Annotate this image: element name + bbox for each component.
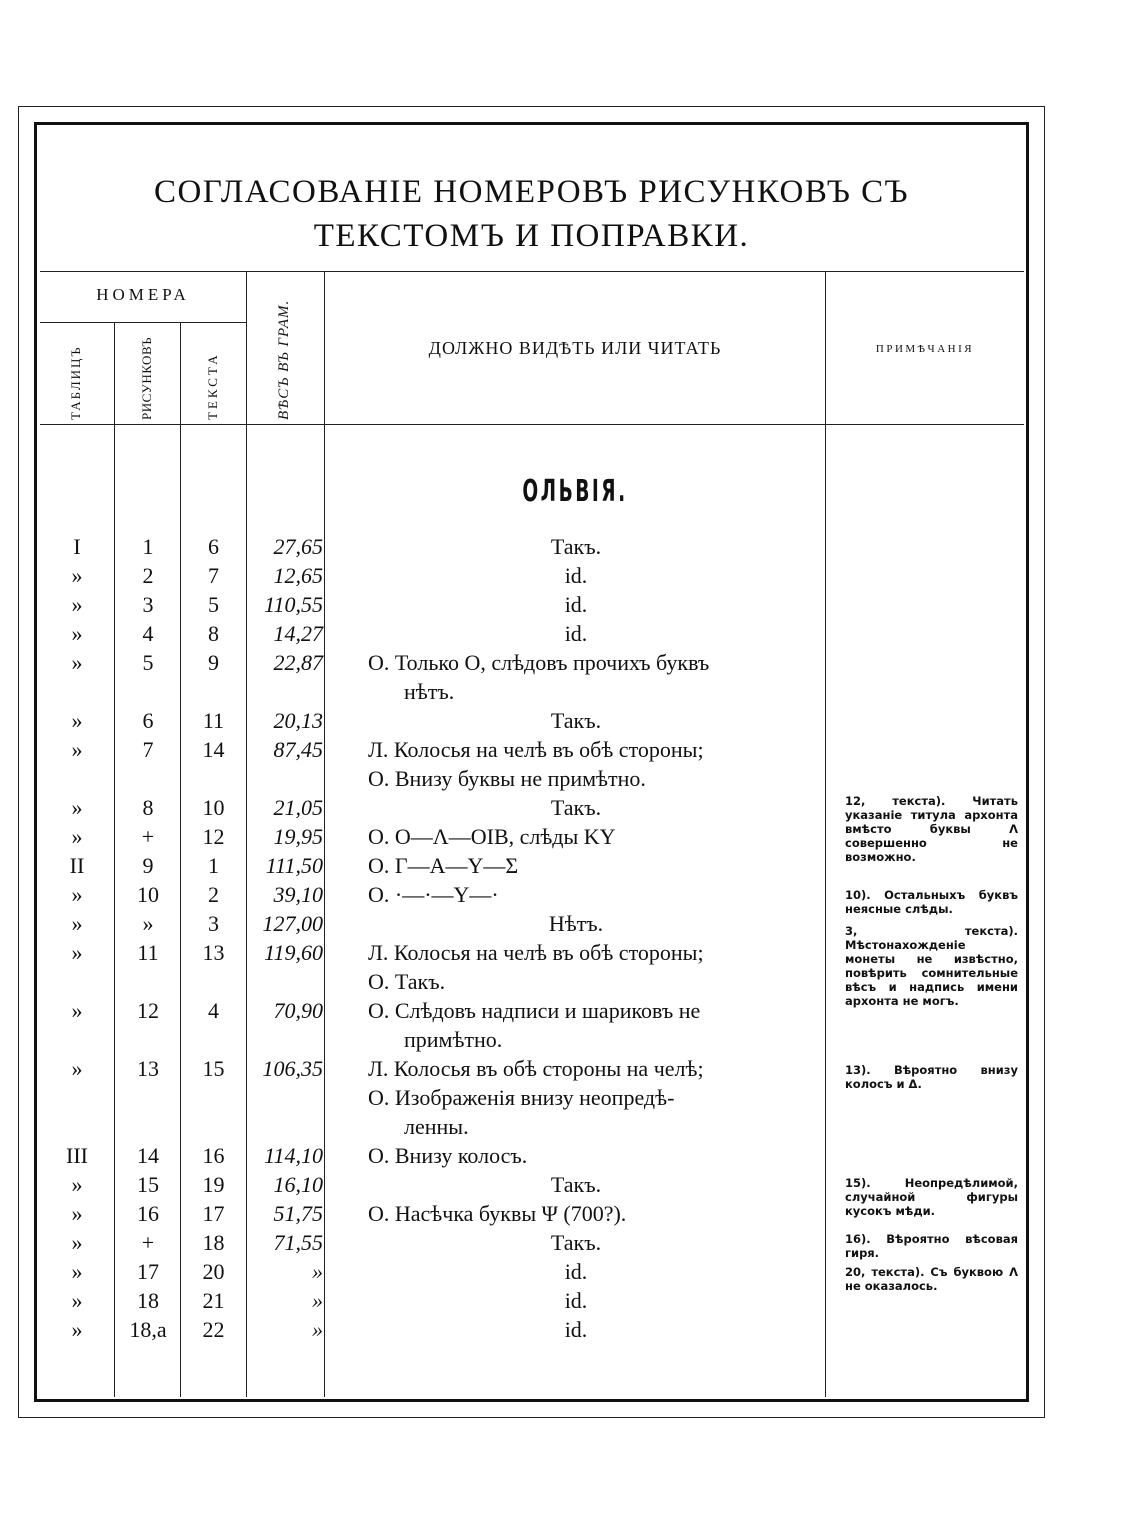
reading-text: О. Изображенія внизу неопредѣ- [368,1085,675,1110]
cell-risunok: 3 [142,592,154,617]
cell-risunok: 12 [137,998,159,1023]
reading-text: Такъ. [550,708,602,733]
cell-reading [330,532,822,561]
cell-risunok: 5 [142,650,154,675]
title-line-2: ТЕКСТОМЪ И ПОПРАВКИ. [313,218,750,254]
cell-reading [368,735,798,764]
reading-text: О. О—Λ—ΟΙΒ, слѣды ΚΥ [368,824,616,849]
cell-tekst: 7 [208,563,219,588]
cell-risunok: 4 [142,621,154,646]
header-notes: ПРИМѢЧАНІЯ [875,343,975,355]
cell-reading [368,764,798,793]
cell-reading [330,590,822,619]
cell-reading [330,793,822,822]
cell-tekst: 22 [202,1317,225,1342]
header-ves: ВѢСЪ ВЪ ГРАМ. [276,299,292,420]
cell-ves: 114,10 [264,1143,323,1168]
cell-tablitsa: » [71,795,83,820]
cell-tablitsa: » [71,708,83,733]
reading-text: id. [564,1259,588,1284]
cell-ves: 106,35 [262,1056,323,1081]
note-item: 16). Вѣроятно вѣсовая гиря. [845,1232,1018,1260]
cell-tablitsa: » [71,737,83,762]
cell-reading [368,822,798,851]
cell-tekst: 10 [202,795,225,820]
header-bottom-rule [40,424,1024,425]
cell-tablitsa: » [71,1317,83,1342]
cell-reading [368,851,798,880]
note-item: 15). Неопредѣлимой, случайной фигуры кусокъ мѣди. [845,1176,1018,1218]
cell-risunok: + [141,824,155,849]
reading-text: id. [564,1288,588,1313]
note-item: 13). Вѣроятно внизу колосъ и Δ. [845,1063,1018,1091]
header-nomera: НОМЕРА [96,285,190,304]
cell-tablitsa: » [71,1201,83,1226]
cell-tablitsa: » [71,911,83,936]
cell-risunok: 10 [137,882,159,907]
reading-text: id. [564,592,588,617]
cell-risunok: 18 [137,1288,159,1313]
cell-tablitsa: » [71,563,83,588]
cell-reading [330,1257,822,1286]
cell-reading [368,648,798,706]
reading-text: Такъ. [550,1230,602,1255]
reading-text: О. Такъ. [368,969,446,994]
nomera-underline [40,322,246,323]
cell-tekst: 2 [208,882,219,907]
reading-text: Такъ. [550,795,602,820]
cell-reading [330,1170,822,1199]
reading-text: Л. Колосья на челѣ въ обѣ стороны; [368,737,704,762]
cell-reading [330,1286,822,1315]
cell-tablitsa: » [71,998,83,1023]
cell-risunok: 9 [142,853,154,878]
cell-reading [368,1199,798,1228]
cell-ves: 21,05 [273,795,323,820]
cell-risunok: 18,a [129,1317,167,1342]
cell-ves: 87,45 [273,737,323,762]
cell-ves: 19,95 [273,824,323,849]
cell-risunok: » [142,911,154,936]
cell-ves: 14,27 [273,621,323,646]
reading-text: Такъ. [550,1172,602,1197]
cell-tekst: 16 [202,1143,225,1168]
cell-ves: 51,75 [273,1201,323,1226]
cell-ves: 20,13 [273,708,323,733]
cell-tekst: 12 [202,824,225,849]
cell-tablitsa: » [71,1259,83,1284]
cell-risunok: + [141,1230,155,1255]
cell-tekst: 15 [202,1056,225,1081]
cell-reading [368,1083,798,1141]
cell-risunok: 6 [142,708,154,733]
cell-risunok: 2 [142,563,154,588]
reading-continuation: нѣтъ. [404,679,455,704]
reading-text: О. Слѣдовъ надписи и шариковъ не [368,998,701,1023]
reading-text: Нѣтъ. [548,911,604,936]
cell-reading [330,1228,822,1257]
cell-reading [368,1141,798,1170]
reading-text: О. Только О, слѣдовъ прочихъ буквъ [368,650,710,675]
cell-ves: 39,10 [273,882,323,907]
reading-text: О. Внизу колосъ. [368,1143,528,1168]
cell-risunok: 8 [142,795,154,820]
cell-tekst: 20 [202,1259,225,1284]
note-item: 10). Остальныхъ буквъ неясные слѣды. [845,888,1018,916]
cell-risunok: 14 [137,1143,159,1168]
note-item: 12, текста). Читать указаніе титула архонта вмѣсто буквы Λ совершенно не возможно. [845,794,1018,864]
cell-ves: 22,87 [273,650,323,675]
reading-text: id. [564,621,588,646]
cell-ves: 119,60 [264,940,323,965]
cell-tablitsa: I [73,534,81,559]
col-rule-5 [825,272,826,1397]
reading-continuation: примѣтно. [404,1027,503,1052]
cell-tekst: 14 [202,737,225,762]
reading-text: О. Γ—Α—Υ—Σ [368,853,519,878]
cell-ves: » [312,1317,323,1342]
cell-tekst: 8 [208,621,219,646]
cell-ves: 110,55 [264,592,323,617]
reading-text: О. ·—·—Υ—· [368,882,499,907]
cell-reading [330,561,822,590]
reading-text: О. Насѣчка буквы Ψ (700?). [368,1201,627,1226]
section-title: ОЛЬВІЯ. [522,474,628,509]
cell-tekst: 18 [202,1230,225,1255]
cell-risunok: 17 [137,1259,159,1284]
reading-text: Л. Колосья въ обѣ стороны на челѣ; [368,1056,704,1081]
cell-risunok: 7 [142,737,154,762]
header-teksta: ТЕКСТА [205,352,220,420]
cell-tablitsa: » [71,650,83,675]
cell-tablitsa: » [71,1172,83,1197]
cell-ves: 127,00 [262,911,323,936]
header-risunkov: РИСУНКОВЪ [139,336,154,420]
note-item: 20, текста). Съ буквою Λ не оказалось. [845,1265,1018,1293]
header-tablits: ТАБЛИЦЪ [68,345,83,420]
cell-tablitsa: » [71,1288,83,1313]
reading-text: О. Внизу буквы не примѣтно. [368,766,646,791]
cell-ves: 111,50 [265,853,323,878]
cell-ves: » [312,1259,323,1284]
cell-tekst: 5 [208,592,219,617]
page-title [34,170,1029,258]
cell-tekst: 17 [202,1201,225,1226]
cell-reading [368,1054,798,1083]
cell-tekst: 21 [202,1288,225,1313]
reading-text: Л. Колосья на челѣ въ обѣ стороны; [368,940,704,965]
title-line-1: СОГЛАСОВАНІЕ НОМЕРОВЪ РИСУНКОВЪ СЪ [153,174,910,210]
reading-text: id. [564,563,588,588]
cell-reading [368,996,798,1054]
cell-tablitsa: » [71,1230,83,1255]
col-rule-4 [324,272,325,1397]
cell-risunok: 1 [142,534,154,559]
cell-tablitsa: II [69,853,85,878]
cell-tekst: 9 [208,650,219,675]
cell-ves: 70,90 [273,998,323,1023]
cell-risunok: 13 [137,1056,159,1081]
cell-tekst: 3 [208,911,219,936]
cell-risunok: 16 [137,1201,159,1226]
reading-text: Такъ. [550,534,602,559]
cell-tekst: 6 [208,534,219,559]
cell-tablitsa: » [71,621,83,646]
cell-tekst: 1 [208,853,219,878]
cell-ves: 16,10 [273,1172,323,1197]
cell-ves: 71,55 [273,1230,323,1255]
cell-tekst: 4 [208,998,219,1023]
cell-reading [330,1315,822,1344]
header-text-column: ДОЛЖНО ВИДѢТЬ ИЛИ ЧИТАТЬ [428,338,722,358]
cell-reading [368,938,798,967]
cell-ves: 27,65 [273,534,323,559]
cell-reading [330,619,822,648]
cell-reading [368,967,798,996]
cell-risunok: 15 [137,1172,159,1197]
cell-tablitsa: » [71,592,83,617]
cell-tablitsa: III [66,1143,88,1168]
cell-tekst: 11 [202,708,225,733]
cell-ves: 12,65 [273,563,323,588]
cell-tekst: 19 [202,1172,225,1197]
cell-ves: » [312,1288,323,1313]
cell-reading [330,706,822,735]
cell-risunok: 11 [137,940,159,965]
cell-reading [330,909,822,938]
cell-tablitsa: » [71,1056,83,1081]
note-item: 3, текста). Мѣстонахожденіе монеты не извѣстно, повѣрить сомнительные вѣсъ и надпись имени архонта не могъ. [845,924,1018,1008]
reading-text: id. [564,1317,588,1342]
header-top-rule [40,271,1024,272]
reading-continuation: ленны. [404,1114,469,1139]
cell-tablitsa: » [71,940,83,965]
cell-reading [368,880,798,909]
cell-tekst: 13 [202,940,225,965]
cell-tablitsa: » [71,882,83,907]
cell-tablitsa: » [71,824,83,849]
